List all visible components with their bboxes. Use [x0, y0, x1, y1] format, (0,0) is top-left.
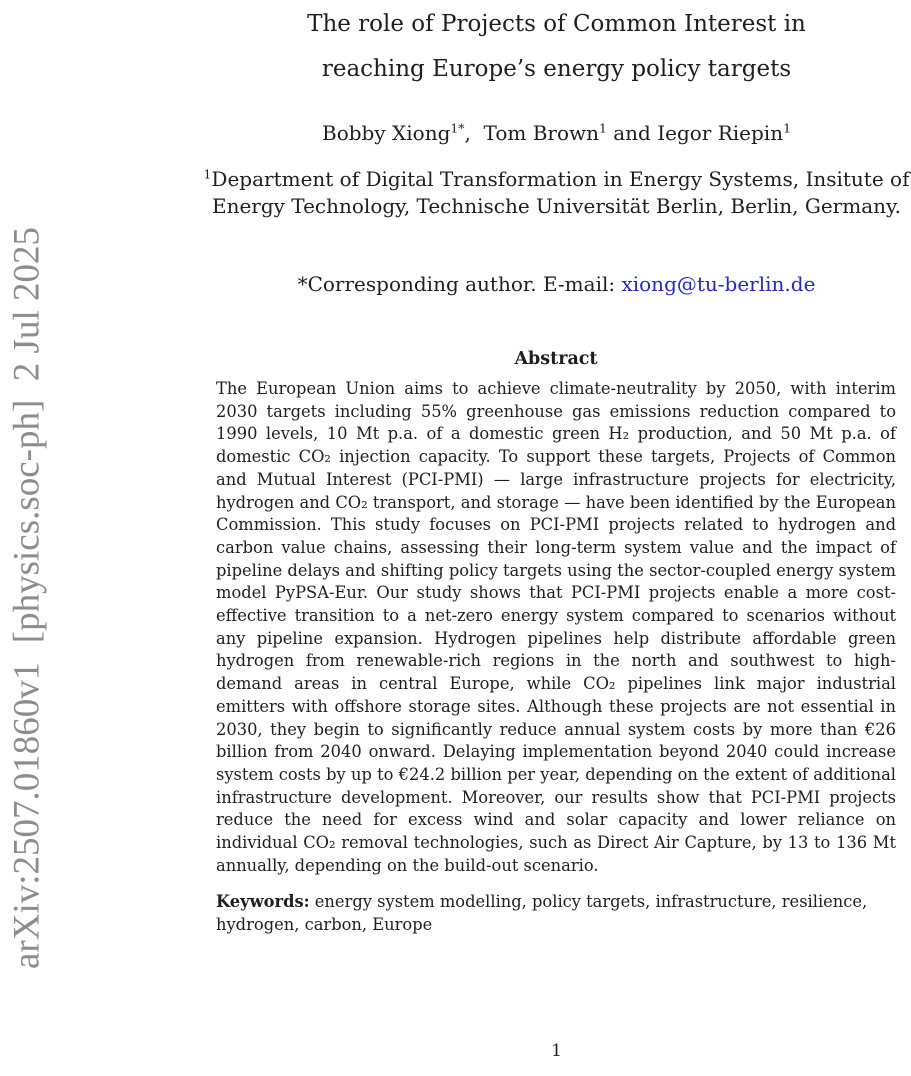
author-separator: and [606, 121, 658, 145]
title-line-1: The role of Projects of Common Interest in [307, 11, 806, 37]
page-number: 1 [551, 1041, 562, 1061]
paper-title [202, 2, 911, 92]
author-name: Bobby Xiong [322, 121, 451, 145]
affiliation-line-1 [202, 166, 911, 193]
paper-content [202, 0, 911, 1076]
author-superscript: 1* [450, 120, 465, 136]
title-line-2: reaching Europe’s energy policy targets [321, 56, 792, 82]
abstract-text: The European Union aims to achieve climate-neutrality by 2050, with interim 2030 targets including 55% greenhouse gas emissions reduction compared to 1990 levels, 10 Mt p.a. of a domestic green H₂ production, and 50 Mt p.a. of domestic CO₂ injection capacity. To support these targets, Projects of Common and Mutual Interest (PCI-PMI) — large infrastructure projects for electricity, hydrogen and CO₂ transport, and storage — have been identified by the European Commission. This study focuses on PCI-PMI projects related to hydrogen and carbon value chains, assessing their long-term system value and the impact of pipeline delays and shifting policy targets using the sector-coupled energy system model PyPSA-Eur. Our study shows that PCI-PMI projects enable a more cost-effective transition to a net-zero energy system compared to scenarios without any pipeline expansion. Hydrogen pipelines help distribute affordable green hydrogen from renewable-rich regions in the north and southwest to high-demand areas in central Europe, while CO₂ pipelines link major industrial emitters with offshore storage sites. Although these projects are not essential in 2030, they begin to significantly reduce annual system costs by more than €26 billion from 2040 onward. Delaying implementation beyond 2040 could increase system costs by up to €24.2 billion per year, depending on the extent of additional infrastructure development. Moreover, our results show that PCI-PMI projects reduce the need for excess wind and solar capacity and lower reliance on individual CO₂ removal technologies, such as Direct Air Capture, by 13 to 136 Mt annually, depending on the build-out scenario. [216, 379, 896, 875]
email-link[interactable]: xiong@tu-berlin.de [621, 272, 816, 296]
affiliation-text-1: Department of Digital Transformation in Energy Systems, Insitute of [211, 167, 910, 191]
affiliation-superscript: 1 [203, 166, 212, 182]
corresponding-prefix: *Corresponding author. E-mail: [297, 272, 622, 296]
author-name: Tom Brown [483, 121, 599, 145]
keywords-label: Keywords: [216, 892, 310, 912]
author-line [202, 121, 911, 145]
keywords-line [216, 891, 896, 936]
arxiv-watermark: arXiv:2507.01860v1 [physics.soc-ph] 2 Jul 2025 [6, 227, 48, 969]
author-superscript: 1 [599, 120, 607, 136]
affiliation-line-2: Energy Technology, Technische Universität Berlin, Berlin, Germany. [211, 194, 902, 218]
abstract-section [216, 349, 896, 937]
author-superscript: 1 [783, 120, 791, 136]
keywords-text: energy system modelling, policy targets, infrastructure, resilience, hydrogen, carbon, Europe [216, 892, 868, 935]
abstract-heading: Abstract [514, 349, 598, 369]
author-name: Iegor Riepin [657, 121, 784, 145]
author-separator: , [464, 121, 484, 145]
affiliation [202, 166, 911, 220]
corresponding-author [202, 272, 911, 296]
